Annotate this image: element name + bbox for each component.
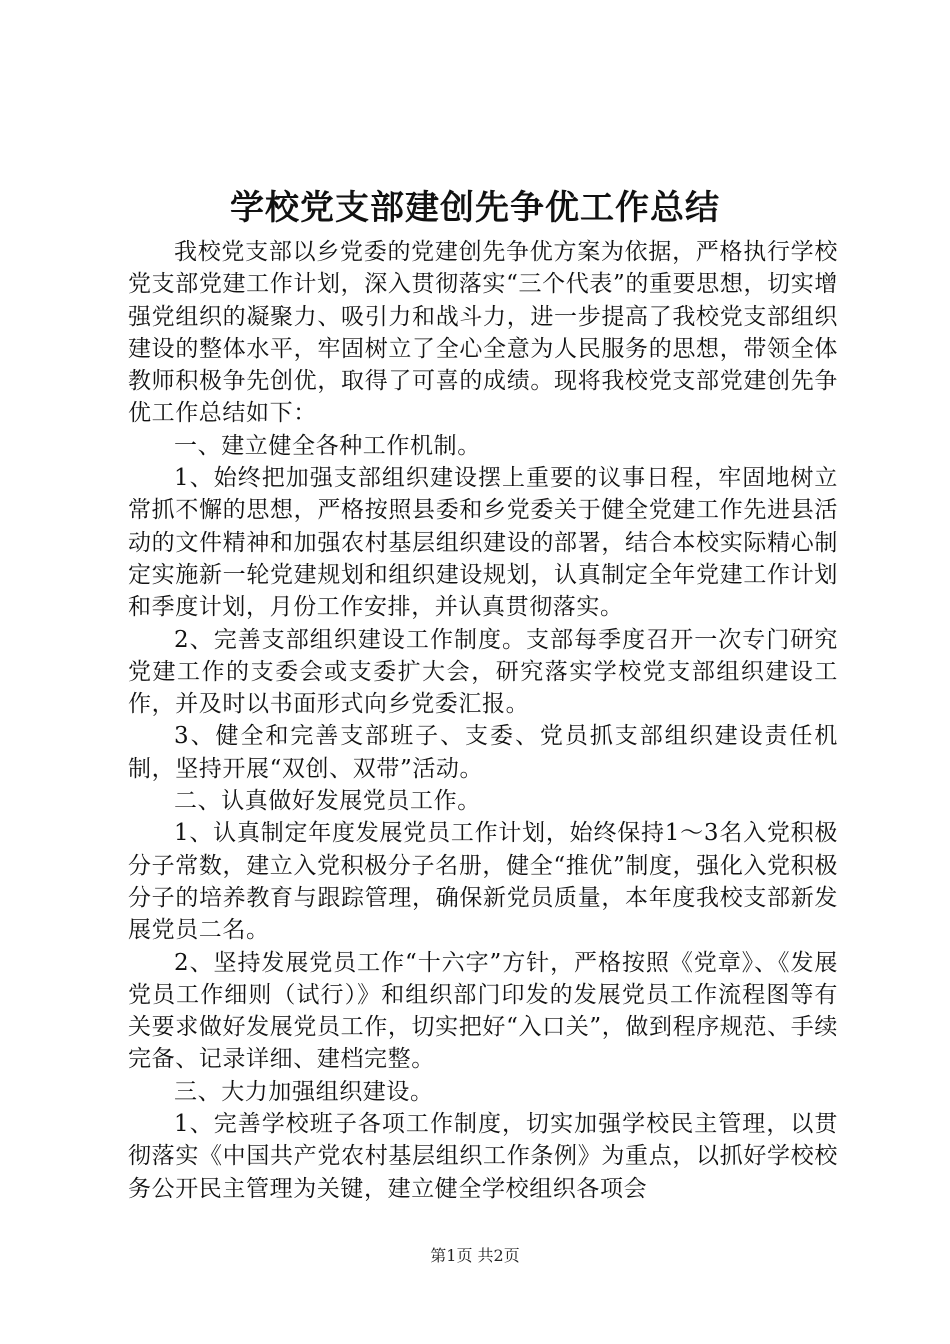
paragraph-3-1: 1、完善学校班子各项工作制度，切实加强学校民主管理，以贯彻落实《中国共产党农村基层组织工作条例》为重点，以抓好学校校务公开民主管理为关键，建立健全学校组织各项会 xyxy=(128,1111,838,1202)
page-footer: 第1页 共2页 xyxy=(430,1246,520,1265)
paragraph-2-2: 2、坚持发展党员工作“十六字”方针，严格按照《党章》、《发展党员工作细则（试行）》和组织部门印发的发展党员工作流程图等有关要求做好发展党员工作，切实把好“入口关”，做到程序规范、手续完备、记录详细、建档完整。 xyxy=(128,949,838,1073)
section-heading-3: 三、大力加强组织建设。 xyxy=(174,1078,434,1105)
paragraph-1-1: 1、始终把加强支部组织建设摆上重要的议事日程，牢固地树立常抓不懈的思想，严格按照县委和乡党委关于健全党建工作先进县活动的文件精神和加强农村基层组织建设的部署，结合本校实际精心制定实施新一轮党建规划和组织建设规划，认真制定全年党建工作计划和季度计划，月份工作安排，并认真贯彻落实。 xyxy=(128,465,838,621)
paragraph-intro: 我校党支部以乡党委的党建创先争优方案为依据，严格执行学校党支部党建工作计划，深入贯彻落实“三个代表”的重要思想，切实增强党组织的凝聚力、吸引力和战斗力，进一步提高了我校党支部组织建设的整体水平，牢固树立了全心全意为人民服务的思想，带领全体教师积极争先创优，取得了可喜的成绩。现将我校党支部党建创先争优工作总结如下： xyxy=(128,239,838,427)
document-body xyxy=(128,236,838,1205)
paragraph-2-1: 1、认真制定年度发展党员工作计划，始终保持1～3名入党积极分子常数，建立入党积极分子名册，健全“推优”制度，强化入党积极分子的培养教育与跟踪管理，确保新党员质量，本年度我校支部新发展党员二名。 xyxy=(128,820,838,944)
section-heading-1: 一、建立健全各种工作机制。 xyxy=(174,432,481,459)
paragraph-1-3: 3、健全和完善支部班子、支委、党员抓支部组织建设责任机制，坚持开展“双创、双带”活动。 xyxy=(128,723,838,782)
paragraph-1-2: 2、完善支部组织建设工作制度。支部每季度召开一次专门研究党建工作的支委会或支委扩大会，研究落实学校党支部组织建设工作，并及时以书面形式向乡党委汇报。 xyxy=(128,626,838,718)
document-title: 学校党支部建创先争优工作总结 xyxy=(230,188,720,228)
section-heading-2: 二、认真做好发展党员工作。 xyxy=(174,788,481,815)
